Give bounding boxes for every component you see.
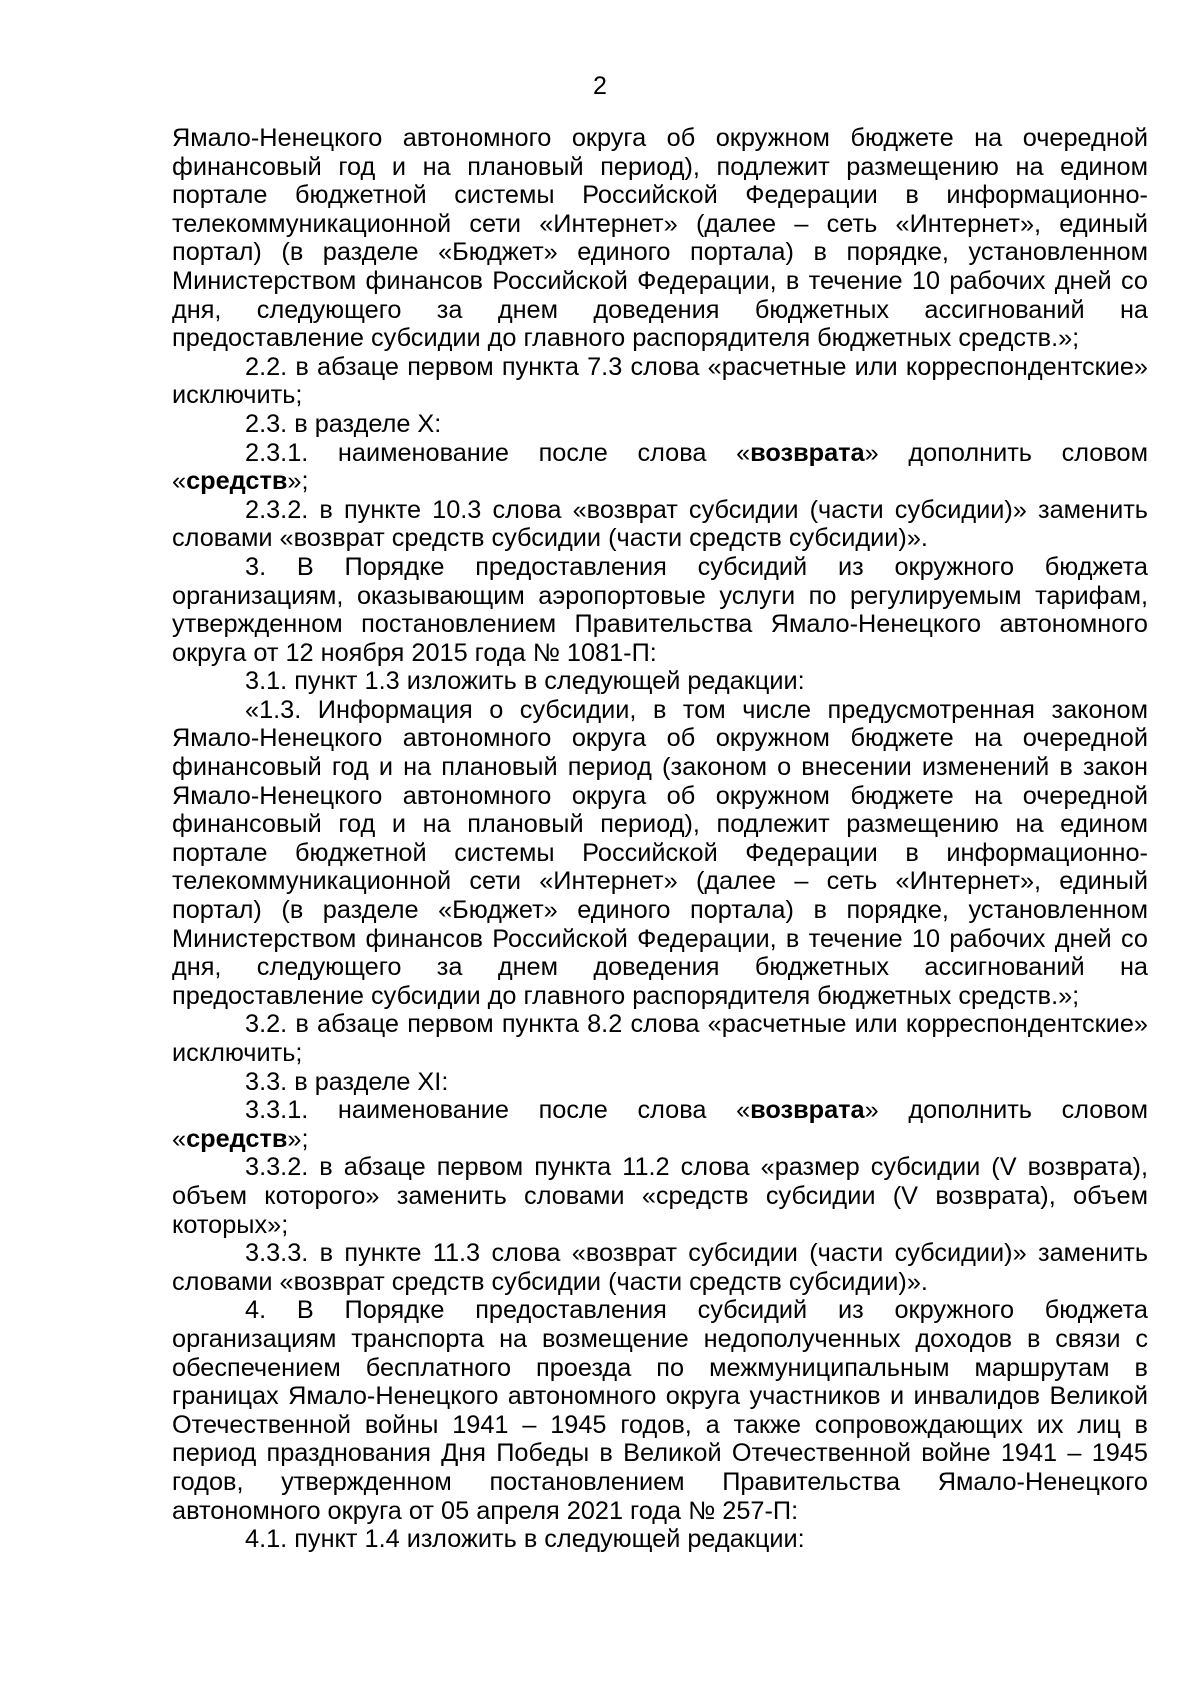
text-run: 3.3.3. в пункте 11.3 слова «возврат субсидии (части субсидии)» заменить словами «возврат средств субсидии (части средств субсидии)». (172, 1239, 1148, 1296)
paragraph-3-3 (172, 1068, 1148, 1097)
paragraph-3-2 (172, 1010, 1148, 1067)
paragraph-4-1 (172, 1525, 1148, 1554)
text-run: 4. В Порядке предоставления субсидий из окружного бюджета организациям транспорта на возмещение недополученных доходов в связи с обеспечением бесплатного проезда по межмуниципальным маршрутам в границах Ямало-Ненецкого автономного округа участников и инвалидов Великой Отечественной войны 1941 – 1945 годов, а также сопровождающих их лиц в период празднования Дня Победы в Великой Отечественной войне 1941 – 1945 годов, утвержденном постановлением Правительства Ямало-Ненецкого автономного округа от 05 апреля 2021 года № 257-П: (172, 1296, 1148, 1525)
text-run: 4.1. пункт 1.4 изложить в следующей редакции: (245, 1525, 805, 1554)
text-run: 2.3. в разделе X: (245, 409, 442, 438)
paragraph-2-2 (172, 353, 1148, 410)
text-run: »; (287, 467, 309, 496)
bold-term: средств (186, 1124, 288, 1153)
text-run: «1.3. Информация о субсидии, в том числе предусмотренная законом Ямало-Ненецкого автономного округа об окружном бюджете на очередной финансовый год и на плановый период (законом о внесении изменений в закон Ямало-Ненецкого автономного округа об окружном бюджете на очередной финансовый год и на плановый период), подлежит размещению на едином портале бюджетной системы Российской Федерации в информационно-телекоммуникационной сети «Интернет» (далее – сеть «Интернет», единый портал) (в разделе «Бюджет» единого портала) в порядке, установленном Министерством финансов Российской Федерации, в течение 10 рабочих дней со дня, следующего за днем доведения бюджетных ассигнований на предоставление субсидии до главного распорядителя бюджетных средств.»; (172, 695, 1148, 1010)
text-run: » дополнить словом « (172, 438, 1148, 496)
text-run: 3.3. в разделе XI: (245, 1067, 449, 1096)
paragraph-1-3-quote (172, 696, 1148, 1011)
text-run: 3.3.2. в абзаце первом пункта 11.2 слова «размер субсидии (V возврата), объем которого» заменить словами «средств субсидии (V возврата), объем которых»; (172, 1153, 1148, 1239)
paragraph-3 (172, 553, 1148, 667)
text-run: » дополнить словом « (172, 1096, 1148, 1153)
paragraph-3-1 (172, 667, 1148, 696)
text-run: 2.3.2. в пункте 10.3 слова «возврат субсидии (части субсидии)» заменить словами «возврат средств субсидии (части средств субсидии)». (172, 495, 1148, 553)
text-run: Ямало-Ненецкого автономного округа об окружном бюджете на очередной финансовый год и на плановый период), подлежит размещению на едином портале бюджетной системы Российской Федерации в информационно-телекоммуникационной сети «Интернет» (далее – сеть «Интернет», единый портал) (в разделе «Бюджет» единого портала) в порядке, установленном Министерством финансов Российской Федерации, в течение 10 рабочих дней со дня, следующего за днем доведения бюджетных ассигнований на предоставление субсидии до главного распорядителя бюджетных средств.»; (172, 124, 1148, 353)
text-run: »; (287, 1124, 309, 1153)
text-run: 3.3.1. наименование после слова « (245, 1096, 751, 1125)
text-run: 3. В Порядке предоставления субсидий из окружного бюджета организациям, оказывающим аэропортовые услуги по регулируемым тарифам, утвержденном постановлением Правительства Ямало-Ненецкого автономного округа от 12 ноября 2015 года № 1081-П: (172, 552, 1148, 667)
text-run: 2.2. в абзаце первом пункта 7.3 слова «расчетные или корреспондентские» исключить; (172, 352, 1148, 410)
paragraph-2-3-2 (172, 496, 1148, 553)
paragraph-0 (172, 124, 1148, 353)
text-run: 3.2. в абзаце первом пункта 8.2 слова «расчетные или корреспондентские» исключить; (172, 1010, 1148, 1067)
paragraph-3-3-2 (172, 1153, 1148, 1239)
paragraph-3-3-3 (172, 1239, 1148, 1296)
paragraph-4 (172, 1296, 1148, 1525)
paragraph-2-3 (172, 410, 1148, 439)
bold-term: средств (186, 467, 288, 496)
text-run: 2.3.1. наименование после слова « (245, 438, 751, 467)
paragraph-3-3-1 (172, 1096, 1148, 1153)
bold-term: возврата (750, 438, 865, 467)
page-number: 2 (593, 72, 607, 100)
document-body (172, 124, 1148, 1554)
paragraph-2-3-1 (172, 439, 1148, 496)
text-run: 3.1. пункт 1.3 изложить в следующей редакции: (245, 667, 805, 696)
bold-term: возврата (750, 1096, 865, 1125)
